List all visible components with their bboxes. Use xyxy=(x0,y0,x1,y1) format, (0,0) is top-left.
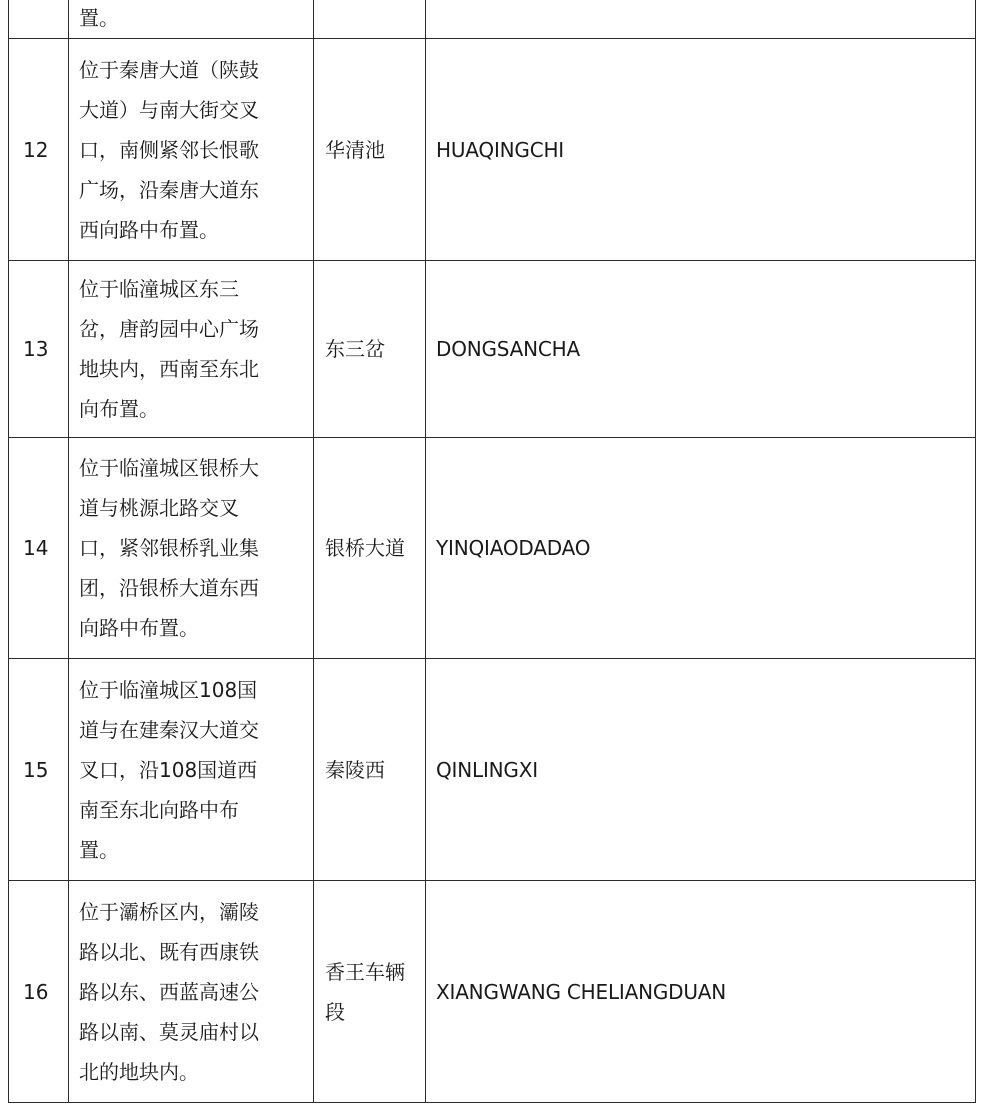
station-name-cell xyxy=(314,0,426,39)
station-number-cell: 13 xyxy=(9,261,69,438)
station-name-cell xyxy=(314,261,426,438)
station-name-text: 香王车辆 段 xyxy=(325,959,405,1024)
station-name-cell xyxy=(314,881,426,1103)
station-location-cell xyxy=(69,659,314,881)
station-pinyin-cell: HUAQINGCHI xyxy=(426,39,976,261)
station-number-cell: 12 xyxy=(9,39,69,261)
station-number-cell xyxy=(9,0,69,39)
table-row xyxy=(9,261,976,438)
station-location-text: 位于临潼城区108国 道与在建秦汉大道交 叉口，沿108国道西 南至东北向路中布 置。 xyxy=(79,677,259,862)
station-location-text: 位于临潼城区东三 岔，唐韵园中心广场 地块内，西南至东北 向布置。 xyxy=(79,277,259,421)
station-location-text: 位于秦唐大道（陕鼓 大道）与南大街交叉 口，南侧紧邻长恨歌 广场，沿秦唐大道东 西向路中布置。 xyxy=(79,57,259,242)
station-name-cell xyxy=(314,39,426,261)
station-pinyin-cell: XIANGWANG CHELIANGDUAN xyxy=(426,881,976,1103)
table-row xyxy=(9,39,976,261)
station-pinyin-cell: DONGSANCHA xyxy=(426,261,976,438)
station-location-cell xyxy=(69,438,314,659)
station-number-cell: 15 xyxy=(9,659,69,881)
station-name-cell xyxy=(314,438,426,659)
station-name-text: 东三岔 xyxy=(325,337,385,361)
station-name-text: 华清池 xyxy=(325,137,385,162)
station-location-cell xyxy=(69,881,314,1103)
table-row xyxy=(9,881,976,1103)
station-location-text: 置。 xyxy=(79,6,119,30)
station-number-cell: 14 xyxy=(9,438,69,659)
station-pinyin-cell: YINQIAODADAO xyxy=(426,438,976,659)
station-name-text: 秦陵西 xyxy=(325,757,385,782)
station-location-text: 位于灞桥区内，灞陵 路以北、既有西康铁 路以东、西蓝高速公 路以南、莫灵庙村以 北的地块内。 xyxy=(79,899,259,1084)
station-name-text: 银桥大道 xyxy=(325,536,405,560)
station-location-cell xyxy=(69,261,314,438)
station-name-cell xyxy=(314,659,426,881)
station-location-text: 位于临潼城区银桥大 道与桃源北路交叉 口，紧邻银桥乳业集 团，沿银桥大道东西 向路中布置。 xyxy=(79,456,259,640)
table-row xyxy=(9,0,976,39)
table-row xyxy=(9,659,976,881)
station-number-cell: 16 xyxy=(9,881,69,1103)
table-row xyxy=(9,438,976,659)
station-location-cell xyxy=(69,39,314,261)
station-table xyxy=(8,0,976,1103)
station-pinyin-cell xyxy=(426,0,976,39)
station-pinyin-cell: QINLINGXI xyxy=(426,659,976,881)
station-location-cell xyxy=(69,0,314,39)
